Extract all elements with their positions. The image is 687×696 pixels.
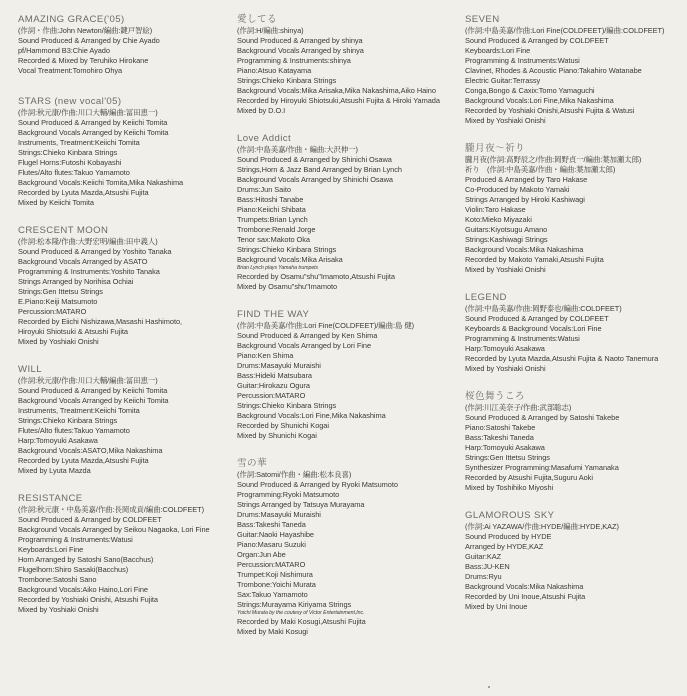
credit-line: Programming & Instruments:Yoshito Tanaka xyxy=(18,267,160,276)
credit-line: Sound Produced & Arranged by Ken Shima xyxy=(237,331,378,340)
credit-line: Trumpet:Koji Nishimura xyxy=(237,570,313,579)
credit-line: Sound Produced & Arranged by Ryoki Matsumoto xyxy=(237,480,398,489)
song-credit-block xyxy=(465,391,680,493)
songwriting-credit: 朧月夜(作詞:高野辰之/作曲:岡野貞一/編曲:葉加瀬太郎) xyxy=(465,155,642,164)
credit-line: Koto:Mieko Miyazaki xyxy=(465,215,532,224)
song-credit-block xyxy=(18,14,238,76)
credit-line: Harp:Tomoyuki Asakawa xyxy=(465,344,545,353)
credit-line: Sound Produced & Arranged by COLDFEET xyxy=(465,36,609,45)
song-title: WILL xyxy=(18,364,42,375)
credit-line: Guitars:Kiyotsugu Amano xyxy=(465,225,548,234)
song-credit-block xyxy=(465,292,680,374)
credit-line: Sound Produced & Arranged by Satoshi Takebe xyxy=(465,413,620,422)
credit-line: Flutes/Alto flutes:Takuo Yamamoto xyxy=(18,168,130,177)
songwriting-credit: (作詞:中島美嘉/作曲:Lori Fine(COLDFEET)/編曲:COLDFEET) xyxy=(465,26,665,35)
credit-line: Piano:Keiichi Shibata xyxy=(237,205,306,214)
credit-line: Strings:Kashiwagi Strings xyxy=(465,235,548,244)
credit-line: Bass:JU-KEN xyxy=(465,562,510,571)
credit-line: Recorded by Uni Inoue,Atsushi Fujita xyxy=(465,592,586,601)
credit-line: Harp:Tomoyuki Asakawa xyxy=(18,436,98,445)
credit-line: Sound Produced & Arranged by Keiichi Tomita xyxy=(18,118,168,127)
song-title: FIND THE WAY xyxy=(237,309,310,320)
credit-line: Guitar:Hirokazu Ogura xyxy=(237,381,310,390)
credit-line: Mixed by Yoshiaki Onishi xyxy=(465,265,546,274)
songwriting-credit: (作詞:Ai YAZAWA/作曲:HYDE/編曲:HYDE,KAZ) xyxy=(465,522,619,531)
credit-line: E.Piano:Keiji Matsumoto xyxy=(18,297,98,306)
songwriting-credit: (作詞:Satomi/作曲・編曲:松本良喜) xyxy=(237,470,352,479)
credit-line: Background Vocals Arranged by Lori Fine xyxy=(237,341,372,350)
credit-line: Strings:Chieko Kinbara Strings xyxy=(18,416,118,425)
songwriting-credit: (作詞:川江美奈子/作曲:武部聡志) xyxy=(465,403,572,412)
credit-line: Violin:Taro Hakase xyxy=(465,205,526,214)
credit-line: Programming:Ryoki Matsumoto xyxy=(237,490,340,499)
credit-line: Tenor sax:Makoto Oka xyxy=(237,235,310,244)
credit-line: Mixed by Keiichi Tomita xyxy=(18,198,94,207)
credit-line: Recorded by Hiroyuki Shiotsuki,Atsushi Fujita & Hiroki Yamada xyxy=(237,96,440,105)
song-title: SEVEN xyxy=(465,14,500,25)
credit-line: Guitar:KAZ xyxy=(465,552,502,561)
credit-line: Strings:Gen Ittetsu Strings xyxy=(465,453,550,462)
songwriting-credit: (作詞・作曲:John Newton/編曲:鍵戸智絵) xyxy=(18,26,153,35)
credit-line: Bass:Hitoshi Tanabe xyxy=(237,195,304,204)
credit-line: Background Vocals:Lori Fine,Mika Nakashima xyxy=(465,96,614,105)
credit-line: Programming & Instruments:Watusi xyxy=(465,56,580,65)
credit-line: Background Vocals Arranged by shinya xyxy=(237,46,364,55)
credit-line: Background Vocals Arranged by Keiichi Tomita xyxy=(18,128,169,137)
songwriting-credit: (作詞:中島美嘉/作曲:岡野泰也/編曲:COLDFEET) xyxy=(465,304,622,313)
song-title: GLAMOROUS SKY xyxy=(465,510,555,521)
credit-line: Piano:Satoshi Takebe xyxy=(465,423,536,432)
song-credit-block xyxy=(465,510,680,612)
credit-line: Mixed by Maki Kosugi xyxy=(237,627,308,636)
credit-line: Background Vocals:Lori Fine,Mika Nakashima xyxy=(237,411,386,420)
credit-line: Mixed by Yoshiaki Onishi xyxy=(465,116,546,125)
credit-line: Mixed by D.O.I xyxy=(237,106,286,115)
credit-line: Programming & Instruments:Watusi xyxy=(18,535,133,544)
credit-line: Recorded by Eiichi Nishizawa,Masashi Hashimoto, xyxy=(18,317,183,326)
credit-line: Strings,Horn & Jazz Band Arranged by Brian Lynch xyxy=(237,165,402,174)
credit-line: Keyboards:Lori Fine xyxy=(465,46,531,55)
song-credit-block xyxy=(18,96,238,208)
credit-line: Mixed by Osamu"shu"Imamoto xyxy=(237,282,338,291)
credit-line: Background Vocals:Keiichi Tomita,Mika Nakashima xyxy=(18,178,184,187)
credit-line: Strings:Murayama Kiriyama Strings xyxy=(237,600,352,609)
credit-line: Electric Guitar:Terrassy xyxy=(465,76,541,85)
credit-line: Programming & Instruments:shinya xyxy=(237,56,351,65)
credit-line: Strings:Chieko Kinbara Strings xyxy=(237,76,337,85)
credit-line: Trumpets:Brian Lynch xyxy=(237,215,308,224)
song-credit-block xyxy=(237,14,462,116)
credit-line: Sound Produced & Arranged by Keiichi Tomita xyxy=(18,386,168,395)
song-credit-block xyxy=(18,225,238,347)
credit-line: Recorded by Lyuta Mazda,Atsushi Fujita xyxy=(18,456,149,465)
credits-column-middle xyxy=(237,14,462,637)
song-title: 雪の華 xyxy=(237,458,267,469)
credit-line: Recorded by Shunichi Kogai xyxy=(237,421,329,430)
credit-line: Drums:Jun Saito xyxy=(237,185,291,194)
credit-line: Piano:Ken Shima xyxy=(237,351,294,360)
song-title: LEGEND xyxy=(465,292,507,303)
credit-line: Strings:Gen Ittetsu Strings xyxy=(18,287,103,296)
credit-line: Conga,Bongo & Caxix:Tomo Yamaguchi xyxy=(465,86,595,95)
credit-line: Sax:Takuo Yamamoto xyxy=(237,590,308,599)
credit-line: Recorded & Mixed by Teruhiko Hirokane xyxy=(18,56,149,65)
credit-line: Background Vocals:Aiko Haino,Lori Fine xyxy=(18,585,148,594)
credit-line: Bass:Hideki Matsubara xyxy=(237,371,312,380)
credit-line: Trombone:Satoshi Sano xyxy=(18,575,97,584)
song-title: 朧月夜〜祈り xyxy=(465,143,525,154)
credit-line: Co-Produced by Makoto Yamaki xyxy=(465,185,570,194)
credit-line: Keyboards & Background Vocals:Lori Fine xyxy=(465,324,602,333)
credit-line: Recorded by Lyuta Mazda,Atsushi Fujita & Naoto Tanemura xyxy=(465,354,659,363)
credit-line: Instruments, Treatment:Keiichi Tomita xyxy=(18,138,140,147)
songwriting-credit: (作詞:秋元康・中島美嘉/作曲:長岡成貢/編曲:COLDFEET) xyxy=(18,505,204,514)
song-credit-block xyxy=(237,458,462,637)
credit-line: Recorded by Maki Kosugi,Atsushi Fujita xyxy=(237,617,366,626)
page-mark xyxy=(488,686,490,688)
credit-line: Trombone:Yoichi Murata xyxy=(237,580,316,589)
credit-line: Flutes/Alto flutes:Takuo Yamamoto xyxy=(18,426,130,435)
song-credit-block xyxy=(237,133,462,292)
credit-line: Strings Arranged by Hiroki Kashiwagi xyxy=(465,195,585,204)
credit-note: Yoichi Murata by the coutesy of Victor Entertainment,Inc. xyxy=(237,610,365,616)
credit-line: Horn Arranged by Satoshi Sano(Bacchus) xyxy=(18,555,154,564)
credit-line: Flugelhorn:Shiro Sasaki(Bacchus) xyxy=(18,565,129,574)
songwriting-credit: (作詞:秋元康/作曲:川口大輔/編曲:冨田恵一) xyxy=(18,376,158,385)
credit-line: Sound Produced & Arranged by shinya xyxy=(237,36,363,45)
song-title: 愛してる xyxy=(237,14,277,25)
credit-line: Clavinet, Rhodes & Acoustic Piano:Takahiro Watanabe xyxy=(465,66,642,75)
song-credit-block xyxy=(237,309,462,441)
credit-line: Drums:Masayuki Muraishi xyxy=(237,361,321,370)
song-credit-block xyxy=(18,493,238,615)
credit-line: Recorded by Yoshiaki Onishi, Atsushi Fujita xyxy=(18,595,158,604)
credit-line: Sound Produced & Arranged by Shinichi Osawa xyxy=(237,155,392,164)
credit-line: Guitar:Naoki Hayashibe xyxy=(237,530,314,539)
songwriting-credit: (作詞:中島美嘉/作曲・編曲:大沢伸一) xyxy=(237,145,358,154)
credit-line: pf/Hammond B3:Chie Ayado xyxy=(18,46,110,55)
song-title: 桜色舞うころ xyxy=(465,391,525,402)
credit-line: Sound Produced & Arranged by COLDFEET xyxy=(465,314,609,323)
credit-line: Bass:Takeshi Taneda xyxy=(237,520,306,529)
credit-line: Produced & Arranged by Taro Hakase xyxy=(465,175,588,184)
credit-line: Piano:Atsuo Katayama xyxy=(237,66,312,75)
credit-line: Programming & Instruments:Watusi xyxy=(465,334,580,343)
credit-line: Mixed by Yoshiaki Onishi xyxy=(465,364,546,373)
credit-line: Drums:Ryu xyxy=(465,572,502,581)
song-title: RESISTANCE xyxy=(18,493,83,504)
song-credit-block xyxy=(18,364,238,476)
credit-line: Background Vocals Arranged by Keiichi Tomita xyxy=(18,396,169,405)
credit-line: Mixed by Yoshiaki Onishi xyxy=(18,337,99,346)
credit-line: Organ:Jun Abe xyxy=(237,550,286,559)
credit-line: Instruments, Treatment:Keiichi Tomita xyxy=(18,406,140,415)
song-title: Love Addict xyxy=(237,133,292,144)
credit-line: Trombone:Renald Jorge xyxy=(237,225,316,234)
songwriting-credit: (作詞:H/編曲:shinya) xyxy=(237,26,304,35)
credit-line: Drums:Masayuki Muraishi xyxy=(237,510,321,519)
credit-line: Strings:Chieko Kinbara Strings xyxy=(237,245,337,254)
credit-line: Background Vocals Arranged by ASATO xyxy=(18,257,148,266)
credit-line: Background Vocals:Mika Arisaka,Mika Nakashima,Aiko Haino xyxy=(237,86,436,95)
credit-line: Synthesizer Programming:Masafumi Yamanaka xyxy=(465,463,619,472)
credit-line: Background Vocals:Mika Arisaka xyxy=(237,255,343,264)
credit-line: Piano:Masaru Suzuki xyxy=(237,540,306,549)
song-title: CRESCENT MOON xyxy=(18,225,109,236)
credit-line: Hiroyuki Shiotsuki & Atsushi Fujita xyxy=(18,327,128,336)
credit-line: Percussion:MATARO xyxy=(18,307,87,316)
credit-line: Background Vocals:Mika Nakashima xyxy=(465,245,584,254)
credits-column-left xyxy=(18,14,238,615)
credit-line: Sound Produced & Arranged by Chie Ayado xyxy=(18,36,160,45)
songwriting-credit: (作詞:中島美嘉/作曲:Lori Fine(COLDFEET)/編曲:島 健) xyxy=(237,321,415,330)
credit-line: Vocal Treatment:Tomohiro Ohya xyxy=(18,66,123,75)
credit-line: Strings:Chieko Kinbara Strings xyxy=(18,148,118,157)
credits-column-right xyxy=(465,14,680,612)
credit-line: Sound Produced & Arranged by COLDFEET xyxy=(18,515,162,524)
credit-line: Recorded by Yoshiaki Onishi,Atsushi Fujita & Watusi xyxy=(465,106,635,115)
credit-line: Percussion:MATARO xyxy=(237,560,306,569)
credit-line: Sound Produced & Arranged by Yoshito Tanaka xyxy=(18,247,172,256)
song-title: AMAZING GRACE('05) xyxy=(18,14,125,25)
credit-line: Percussion:MATARO xyxy=(237,391,306,400)
credit-line: Recorded by Atsushi Fujita,Suguru Aoki xyxy=(465,473,593,482)
credit-line: Background Vocals:Mika Nakashima xyxy=(465,582,584,591)
song-credit-block xyxy=(465,143,680,275)
credit-line: Mixed by Uni Inoue xyxy=(465,602,528,611)
credit-line: Arranged by HYDE,KAZ xyxy=(465,542,544,551)
credit-line: Mixed by Yoshiaki Onishi xyxy=(18,605,99,614)
credit-line: Background Vocals:ASATO,Mika Nakashima xyxy=(18,446,163,455)
song-credit-block xyxy=(465,14,680,126)
credit-line: Harp:Tomoyuki Asakawa xyxy=(465,443,545,452)
credit-line: Bass:Takeshi Taneda xyxy=(465,433,534,442)
songwriting-credit: (作詞:松本隆/作曲:大野宏明/編曲:田中義人) xyxy=(18,237,158,246)
songwriting-credit: (作詞:秋元康/作曲:川口大輔/編曲:冨田恵一) xyxy=(18,108,158,117)
credit-line: Mixed by Shunichi Kogai xyxy=(237,431,317,440)
credit-line: Recorded by Makoto Yamaki,Atsushi Fujita xyxy=(465,255,604,264)
credit-line: Strings Arranged by Norihisa Ochiai xyxy=(18,277,134,286)
credit-line: Mixed by Lyuta Mazda xyxy=(18,466,91,475)
credit-line: Recorded by Lyuta Mazda,Atsushi Fujita xyxy=(18,188,149,197)
song-title: STARS (new vocal'05) xyxy=(18,96,122,107)
credit-line: Background Vocals Arranged by Shinichi Osawa xyxy=(237,175,393,184)
credit-line: Recorded by Osamu"shu"Imamoto,Atsushi Fujita xyxy=(237,272,395,281)
credit-line: Strings:Chieko Kinbara Strings xyxy=(237,401,337,410)
credit-line: Flugel Horns:Futoshi Kobayashi xyxy=(18,158,122,167)
credit-line: Keyboards:Lori Fine xyxy=(18,545,84,554)
credit-line: 祈り (作詞:中島美嘉/作曲・編曲:葉加瀬太郎) xyxy=(465,165,616,174)
credit-note: Brian Lynch plays Yamaha trumpets xyxy=(237,265,319,271)
credit-line: Strings Arranged by Tatsuya Murayama xyxy=(237,500,365,509)
credit-line: Background Vocals Arranged by Seikou Nagaoka, Lori Fine xyxy=(18,525,210,534)
credit-line: Sound Produced by HYDE xyxy=(465,532,552,541)
credit-line: Mixed by Toshihiko Miyoshi xyxy=(465,483,554,492)
